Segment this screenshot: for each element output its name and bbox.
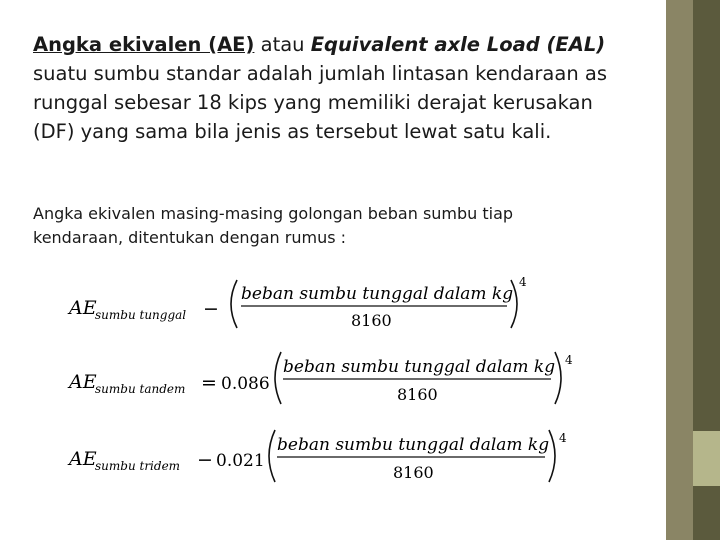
formula-3-subscript: sumbu tridem	[95, 459, 181, 473]
term-ae: Angka ekivalen (AE)	[33, 33, 255, 56]
formula-2-coefficient: 0.086	[221, 374, 270, 394]
right-panel-top	[693, 0, 720, 431]
formula-3-numerator: beban sumbu tunggal dalam kg	[277, 435, 550, 455]
formula-sumbu-tandem	[67, 352, 573, 404]
right-panel-accent	[693, 431, 720, 486]
formula-3-lhs: AE	[69, 448, 97, 470]
formula-1-lhs: AE	[69, 297, 97, 319]
definition-paragraph	[33, 30, 613, 146]
term-eal: Equivalent axle Load (EAL)	[310, 33, 606, 56]
formula-1-subscript: sumbu tunggal	[95, 308, 187, 322]
formula-3-exponent: 4	[559, 431, 567, 445]
formula-3-coefficient: 0.021	[216, 451, 265, 471]
formula-3-operator: −	[197, 449, 213, 471]
formula-intro: Angka ekivalen masing-masing golongan beban sumbu tiap kendaraan, ditentukan dengan rumus :	[33, 204, 514, 247]
term-connector: atau	[254, 33, 311, 56]
formula-2-exponent: 4	[565, 353, 573, 367]
formula-3-denominator: 8160	[393, 463, 434, 482]
formula-1-exponent: 4	[519, 275, 527, 289]
formula-2-subscript: sumbu tandem	[95, 382, 186, 396]
formula-sumbu-tridem	[67, 430, 567, 482]
definition-body: suatu sumbu standar adalah jumlah lintasan kendaraan as runggal sebesar 18 kips yang memiliki derajat kerusakan (DF) yang sama bila jenis as tersebut lewat satu kali.	[33, 62, 607, 143]
right-panel-bottom	[693, 486, 720, 540]
formula-image	[55, 268, 608, 496]
right-decor-panel	[693, 0, 720, 540]
side-stripe	[666, 0, 693, 540]
formula-svg	[55, 268, 608, 496]
formula-2-numerator: beban sumbu tunggal dalam kg	[283, 357, 556, 377]
formula-1-denominator: 8160	[351, 311, 392, 330]
formula-2-denominator: 8160	[397, 385, 438, 404]
formula-1-operator: −	[203, 298, 219, 320]
formula-2-operator: =	[201, 372, 217, 394]
formula-1-numerator: beban sumbu tunggal dalam kg	[241, 284, 514, 304]
formula-sumbu-tunggal	[67, 275, 527, 330]
formula-2-lhs: AE	[69, 371, 97, 393]
